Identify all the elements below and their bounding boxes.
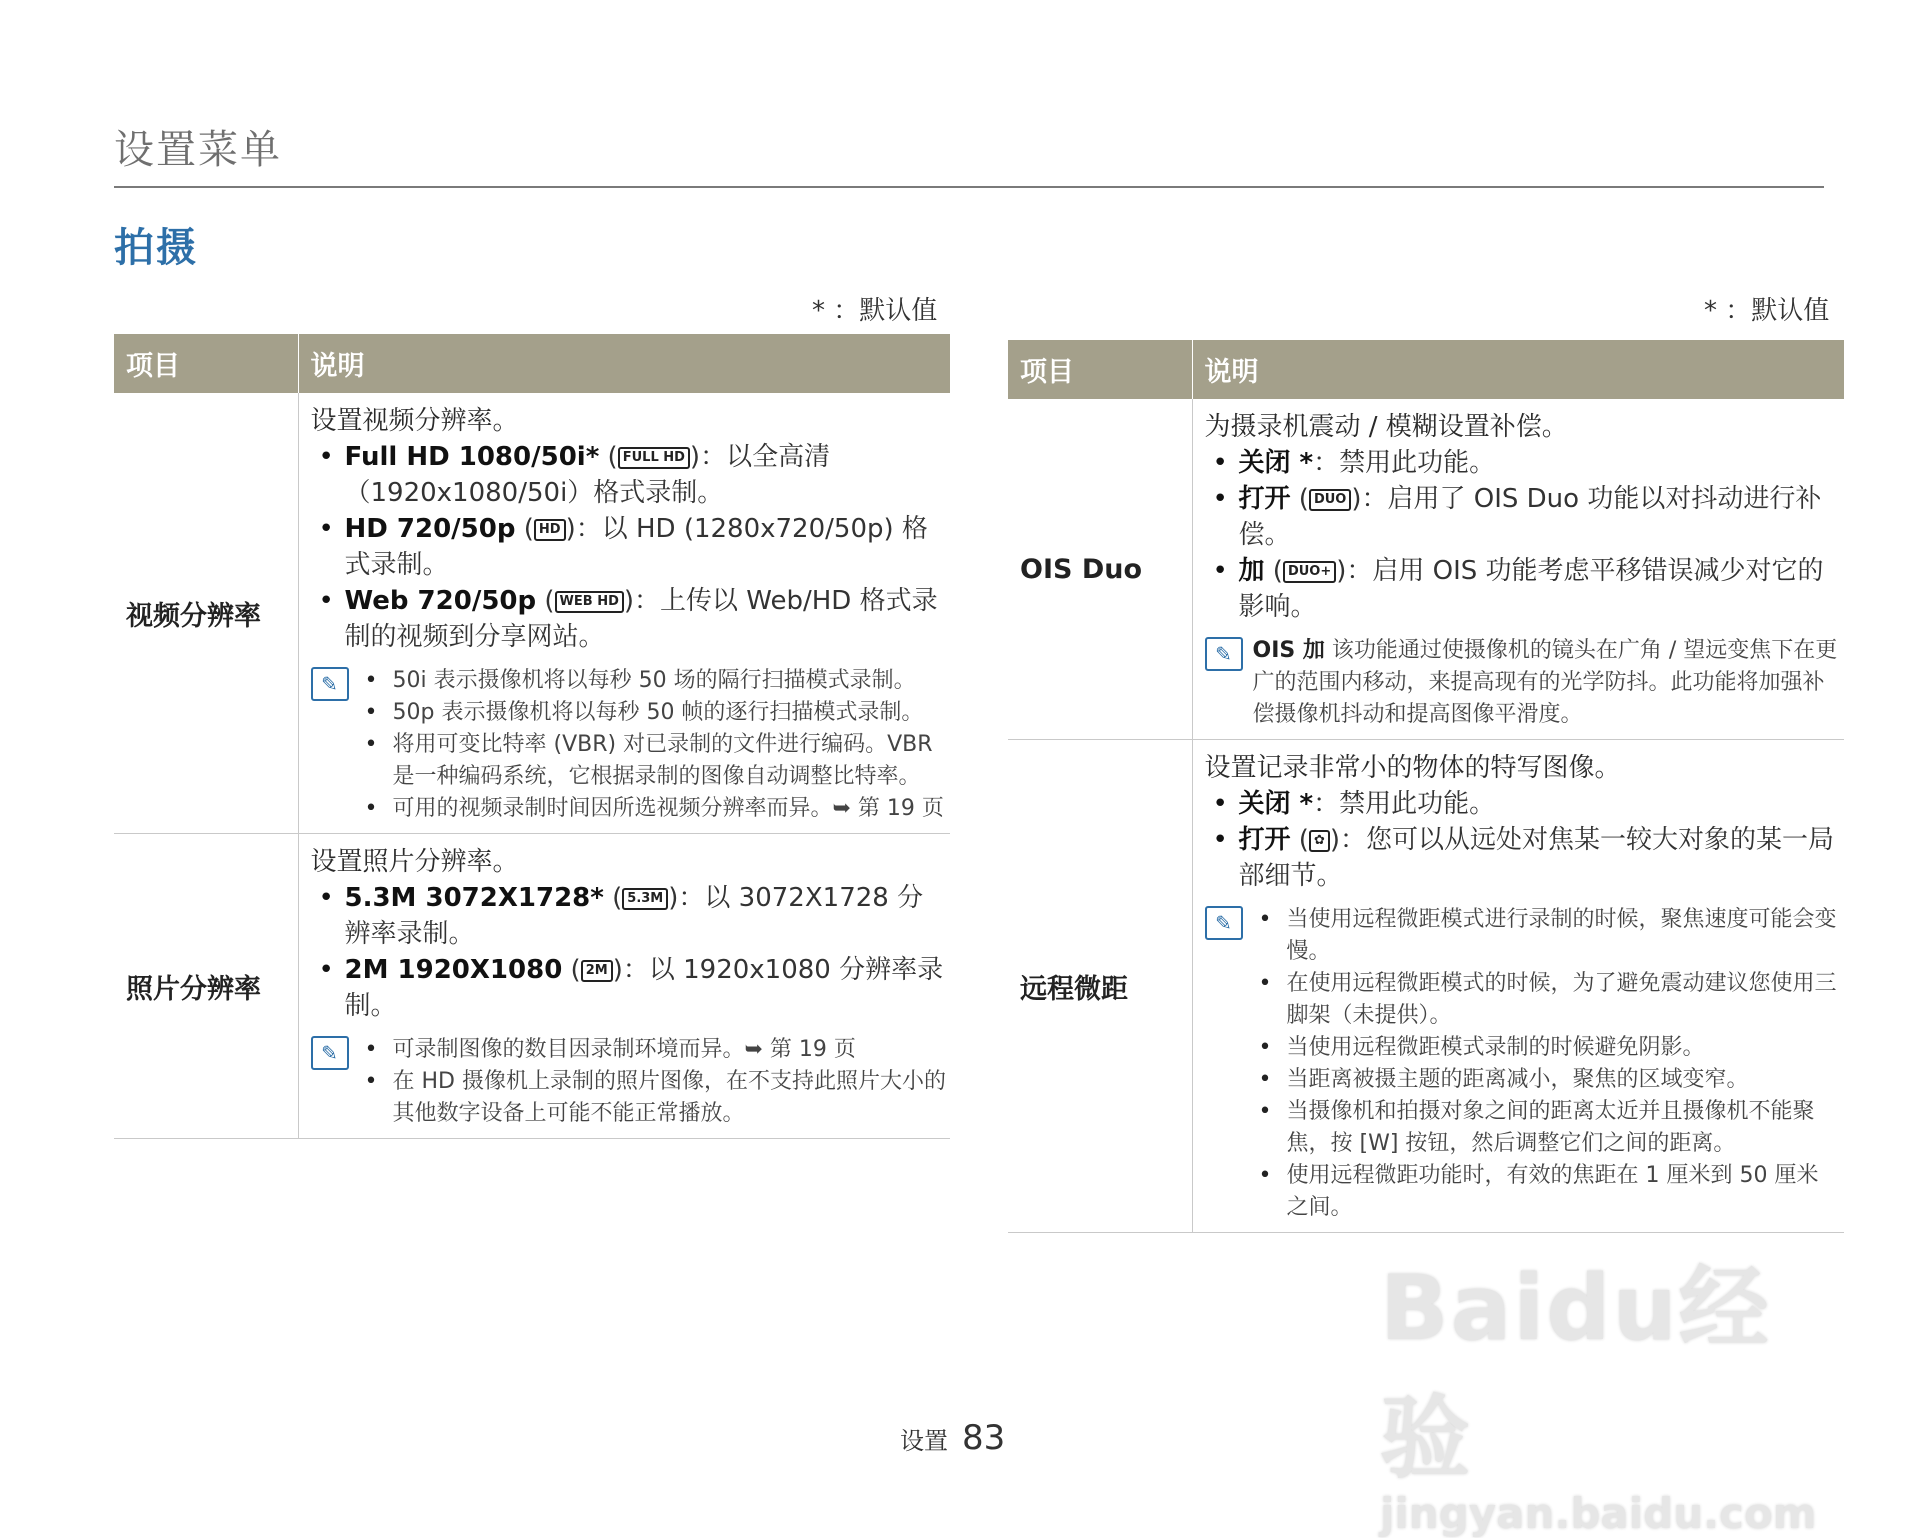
note-item: • 当摄像机和拍摄对象之间的距离太近并且摄像机不能聚焦，按 [W] 按钮，然后调整它们之间的距离。 <box>1253 1096 1841 1160</box>
note-pencil-icon: ✎ <box>1205 637 1243 671</box>
option-item: • 5.3M 3072X1728* ( 5.3M )：以 3072X1728 分辨率录制。 <box>311 880 947 952</box>
note-body: 该功能通过使摄像机的镜头在广角 / 望远变焦下在更广的范围内移动，来提高现有的光学防抖。此功能将加强补偿摄像机抖动和提高图像平滑度。 <box>1252 638 1838 727</box>
row-description <box>1192 740 1844 1233</box>
note-item: • 使用远程微距功能时，有效的焦距在 1 厘米到 50 厘米之间。 <box>1253 1160 1841 1224</box>
table-header-item: 项目 <box>1008 340 1192 399</box>
option-item: • 打开 ( ✿ )：您可以从远处对焦某一较大对象的某一局部细节。 <box>1205 822 1841 894</box>
note-item: • 将用可变比特率 (VBR) 对已录制的文件进行编码。VBR 是一种编码系统，它根据录制的图像自动调整比特率。 <box>359 729 947 793</box>
table-row <box>1008 399 1844 740</box>
option-item <box>1205 445 1841 481</box>
table-row <box>114 834 950 1139</box>
option-name: 5.3M 3072X1728* <box>344 883 604 913</box>
row-label: 远程微距 <box>1008 740 1192 1233</box>
option-name: 关闭 * <box>1238 448 1314 478</box>
row-description <box>298 834 950 1139</box>
row-label: 视频分辨率 <box>114 393 298 834</box>
row-intro: 设置记录非常小的物体的特写图像。 <box>1204 753 1621 783</box>
row-intro: 设置照片分辨率。 <box>310 847 519 877</box>
header-title: 设置菜单 <box>114 127 282 173</box>
hd-icon: HD <box>534 519 566 541</box>
option-item: • HD 720/50p ( HD )：以 HD (1280x720/50p) 格式录制。 <box>311 511 947 583</box>
option-text: ：以 3072X1728 分辨率录制。 <box>344 883 924 949</box>
default-value-note-right: * ：默认值 <box>1704 296 1830 326</box>
note-pencil-icon: ✎ <box>311 1036 349 1070</box>
watermark-line2: jingyan.baidu.com <box>1380 1489 1817 1538</box>
option-item <box>1205 786 1841 822</box>
option-name: 打开 <box>1238 825 1291 855</box>
note-item: • 在 HD 摄像机上录制的照片图像，在不支持此照片大小的其他数字设备上可能不能正常播放。 <box>359 1066 947 1130</box>
ois-duo-icon: DUO <box>1309 489 1351 511</box>
option-item: • 打开 ( DUO )：启用了 OIS Duo 功能以对抖动进行补偿。 <box>1205 481 1841 553</box>
header-divider <box>114 186 1824 188</box>
option-name: 打开 <box>1238 484 1291 514</box>
baidu-watermark <box>1380 1235 1840 1538</box>
option-name: 2M 1920X1080 <box>344 955 563 985</box>
footer-label: 设置 <box>900 1427 948 1455</box>
option-text: ：启用 OIS 功能考虑平移错误减少对它的影响。 <box>1238 556 1824 622</box>
option-text: ：您可以从远处对焦某一较大对象的某一局部细节。 <box>1238 825 1835 891</box>
full-hd-icon: FULL HD <box>618 447 690 469</box>
table-row <box>114 393 950 834</box>
note-pencil-icon: ✎ <box>311 667 349 701</box>
note-block <box>311 1034 947 1130</box>
note-block <box>1205 904 1841 1224</box>
option-text: ：禁用此功能。 <box>1313 448 1496 478</box>
option-text: ：上传以 Web/HD 格式录制的视频到分享网站。 <box>344 586 938 652</box>
option-text: ：禁用此功能。 <box>1313 789 1496 819</box>
left-settings-table <box>114 334 950 1139</box>
row-label: 照片分辨率 <box>114 834 298 1139</box>
row-description <box>298 393 950 834</box>
option-text: ：以 1920x1080 分辨率录制。 <box>344 955 944 1021</box>
photo-2m-icon: 2M <box>581 960 613 982</box>
option-item: • Full HD 1080/50i* ( FULL HD )：以全高清（1920x1080/50i）格式录制。 <box>311 439 947 511</box>
note-item: • 50i 表示摄像机将以每秒 50 场的隔行扫描模式录制。 <box>359 665 947 697</box>
option-item: • Web 720/50p ( WEB HD )：上传以 Web/HD 格式录制的视频到分享网站。 <box>311 583 947 655</box>
row-intro: 设置视频分辨率。 <box>310 406 519 436</box>
photo-5-3m-icon: 5.3M <box>622 888 668 910</box>
section-title: 拍摄 <box>114 225 198 271</box>
option-text: ：以 HD (1280x720/50p) 格式录制。 <box>344 514 928 580</box>
option-item: • 加 ( DUO+ )：启用 OIS 功能考虑平移错误减少对它的影响。 <box>1205 553 1841 625</box>
note-item: • 当使用远程微距模式录制的时候避免阴影。 <box>1253 1032 1841 1064</box>
row-description <box>1192 399 1844 740</box>
note-item: • 50p 表示摄像机将以每秒 50 帧的逐行扫描模式录制。 <box>359 697 947 729</box>
note-item: • 可录制图像的数目因录制环境而异。➥ 第 19 页 <box>359 1034 947 1066</box>
option-name: 关闭 * <box>1238 789 1314 819</box>
option-name: 加 <box>1238 556 1265 586</box>
option-text: ：以全高清（1920x1080/50i）格式录制。 <box>344 442 831 508</box>
note-item: • 可用的视频录制时间因所选视频分辨率而异。➥ 第 19 页 <box>359 793 947 825</box>
default-value-note-left: * ：默认值 <box>812 296 938 326</box>
note-item: • 在使用远程微距模式的时候，为了避免震动建议您使用三脚架（未提供）。 <box>1253 968 1841 1032</box>
note-bold-term: OIS 加 <box>1252 638 1325 663</box>
note-pencil-icon: ✎ <box>1205 906 1243 940</box>
note-item: • 当使用远程微距模式进行录制的时候，聚焦速度可能会变慢。 <box>1253 904 1841 968</box>
ois-duo-plus-icon: DUO+ <box>1283 561 1336 583</box>
option-text: ：启用了 OIS Duo 功能以对抖动进行补偿。 <box>1238 484 1822 550</box>
table-header-item: 项目 <box>114 334 298 393</box>
option-name: Web 720/50p <box>344 586 537 616</box>
page-footer <box>900 1418 1005 1458</box>
option-name: Full HD 1080/50i* <box>344 442 600 472</box>
watermark-line1: Baidu经验 <box>1380 1256 1771 1491</box>
option-name: HD 720/50p <box>344 514 516 544</box>
row-label: OIS Duo <box>1008 399 1192 740</box>
macro-flower-icon: ✿ <box>1309 830 1330 852</box>
right-settings-table <box>1008 340 1844 1233</box>
table-header-desc: 说明 <box>1192 340 1844 399</box>
page-number: 83 <box>962 1418 1006 1458</box>
option-item: • 2M 1920X1080 ( 2M )：以 1920x1080 分辨率录制。 <box>311 952 947 1024</box>
note-item: • 当距离被摄主题的距离减小，聚焦的区域变窄。 <box>1253 1064 1841 1096</box>
table-header-desc: 说明 <box>298 334 950 393</box>
row-intro: 为摄录机震动 / 模糊设置补偿。 <box>1204 412 1568 442</box>
note-block <box>311 665 947 825</box>
note-text <box>1253 635 1841 731</box>
table-row <box>1008 740 1844 1233</box>
web-hd-icon: WEB HD <box>555 591 624 613</box>
note-block <box>1205 635 1841 731</box>
